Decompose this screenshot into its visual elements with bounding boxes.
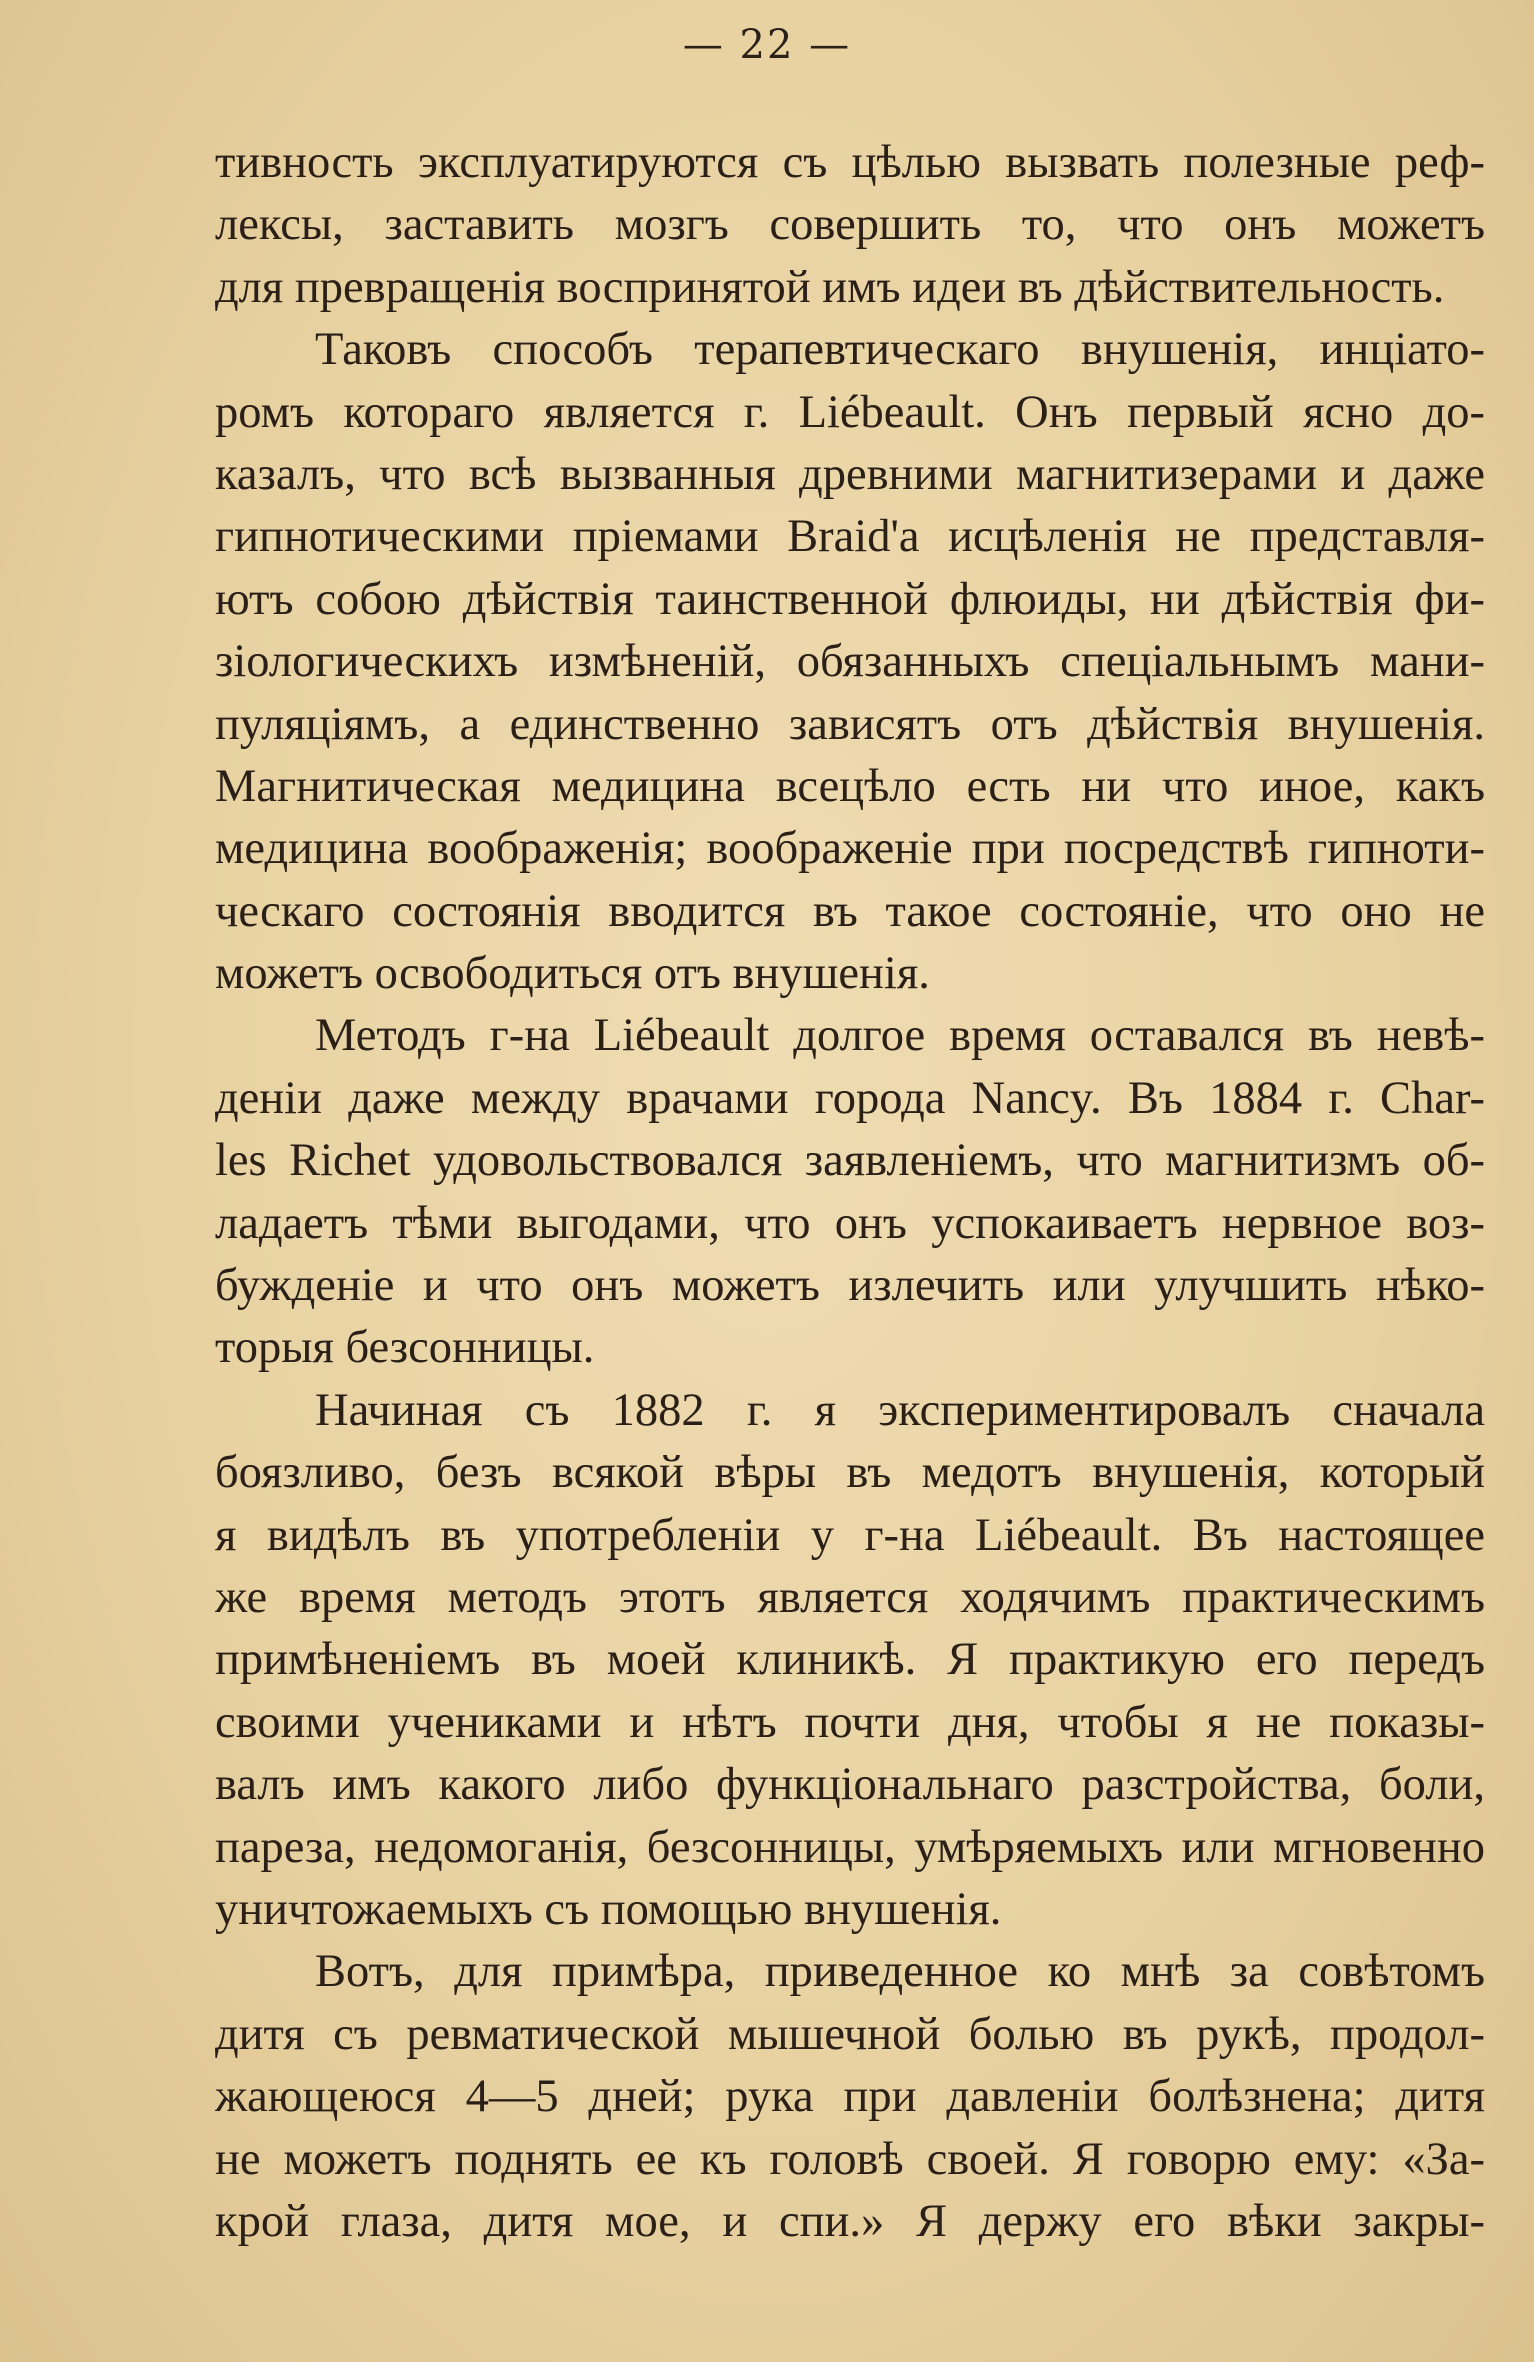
- text-line: торыя безсонницы.: [215, 1322, 595, 1374]
- text-line: ладаетъ тѣми выгодами, что онъ успокаиваетъ нервное воз-: [215, 1197, 1485, 1249]
- text-line: лексы, заставить мозгъ совершить то, что онъ можетъ: [215, 199, 1485, 251]
- text-line: Методъ г-на Liébeault долгое время оставался въ невѣ-: [315, 1010, 1485, 1062]
- text-line: своими учениками и нѣтъ почти дня, чтобы я не показы-: [215, 1696, 1485, 1748]
- text-line: пуляціямъ, а единственно зависятъ отъ дѣйствія внушенія.: [215, 698, 1485, 750]
- text-line: гипнотическими пріемами Braid'а исцѣленія не представля-: [215, 511, 1485, 563]
- body-text: [215, 132, 1485, 2253]
- text-line: можетъ освободиться отъ внушенія.: [215, 948, 930, 1000]
- text-line: ческаго состоянія вводится въ такое состояніе, что оно не: [215, 885, 1485, 937]
- text-line: же время методъ этотъ является ходячимъ практическимъ: [215, 1571, 1485, 1623]
- text-line: я видѣлъ въ употребленіи у г-на Liébeault. Въ настоящее: [215, 1509, 1485, 1561]
- text-line: для превращенія воспринятой имъ идеи въ дѣйствительность.: [215, 261, 1445, 313]
- text-line: les Richet удовольствовался заявленіемъ, что магнитизмъ об-: [215, 1135, 1485, 1187]
- text-line: жающеюся 4—5 дней; рука при давленіи болѣзнена; дитя: [215, 2071, 1485, 2123]
- text-line: крой глаза, дитя мое, и спи.» Я держу его вѣки закры-: [215, 2195, 1485, 2247]
- text-line: тивность эксплуатируются съ цѣлью вызвать полезные реф-: [215, 137, 1485, 188]
- text-line: дитя съ ревматической мышечной болью въ рукѣ, продол-: [215, 2008, 1485, 2060]
- text-line: уничтожаемыхъ съ помощью внушенія.: [215, 1883, 1002, 1935]
- page-number: — 22 —: [682, 22, 852, 68]
- text-line: ютъ собою дѣйствія таинственной флюиды, ни дѣйствія фи-: [215, 573, 1485, 625]
- text-line: Магнитическая медицина всецѣло есть ни что иное, какъ: [215, 760, 1485, 812]
- text-line: медицина воображенія; воображеніе при посредствѣ гипноти-: [215, 823, 1485, 875]
- text-line: Таковъ способъ терапевтическаго внушенія, инціато-: [315, 324, 1485, 376]
- text-line: ромъ котораго является г. Liébeault. Онъ первый ясно до-: [215, 386, 1485, 438]
- text-line: валъ имъ какого либо функціональнаго разстройства, боли,: [215, 1759, 1485, 1811]
- text-line: Вотъ, для примѣра, приведенное ко мнѣ за совѣтомъ: [315, 1946, 1485, 1998]
- text-line: зіологическихъ измѣненій, обязанныхъ спеціальнымъ мани-: [215, 636, 1485, 688]
- text-line: бужденіе и что онъ можетъ излечить или улучшить нѣко-: [215, 1260, 1485, 1312]
- text-line: Начиная съ 1882 г. я экспериментировалъ сначала: [315, 1384, 1485, 1436]
- text-line: боязливо, безъ всякой вѣры въ медотъ внушенія, который: [215, 1447, 1485, 1499]
- text-line: не можетъ поднять ее къ головѣ своей. Я говорю ему: «За-: [215, 2133, 1485, 2185]
- text-line: деніи даже между врачами города Nancy. Въ 1884 г. Char-: [215, 1072, 1485, 1124]
- text-line: пареза, недомоганія, безсонницы, умѣряемыхъ или мгновенно: [215, 1821, 1485, 1873]
- text-line: казалъ, что всѣ вызванныя древними магнитизерами и даже: [215, 448, 1485, 500]
- text-line: примѣненіемъ въ моей клиникѣ. Я практикую его передъ: [215, 1634, 1485, 1686]
